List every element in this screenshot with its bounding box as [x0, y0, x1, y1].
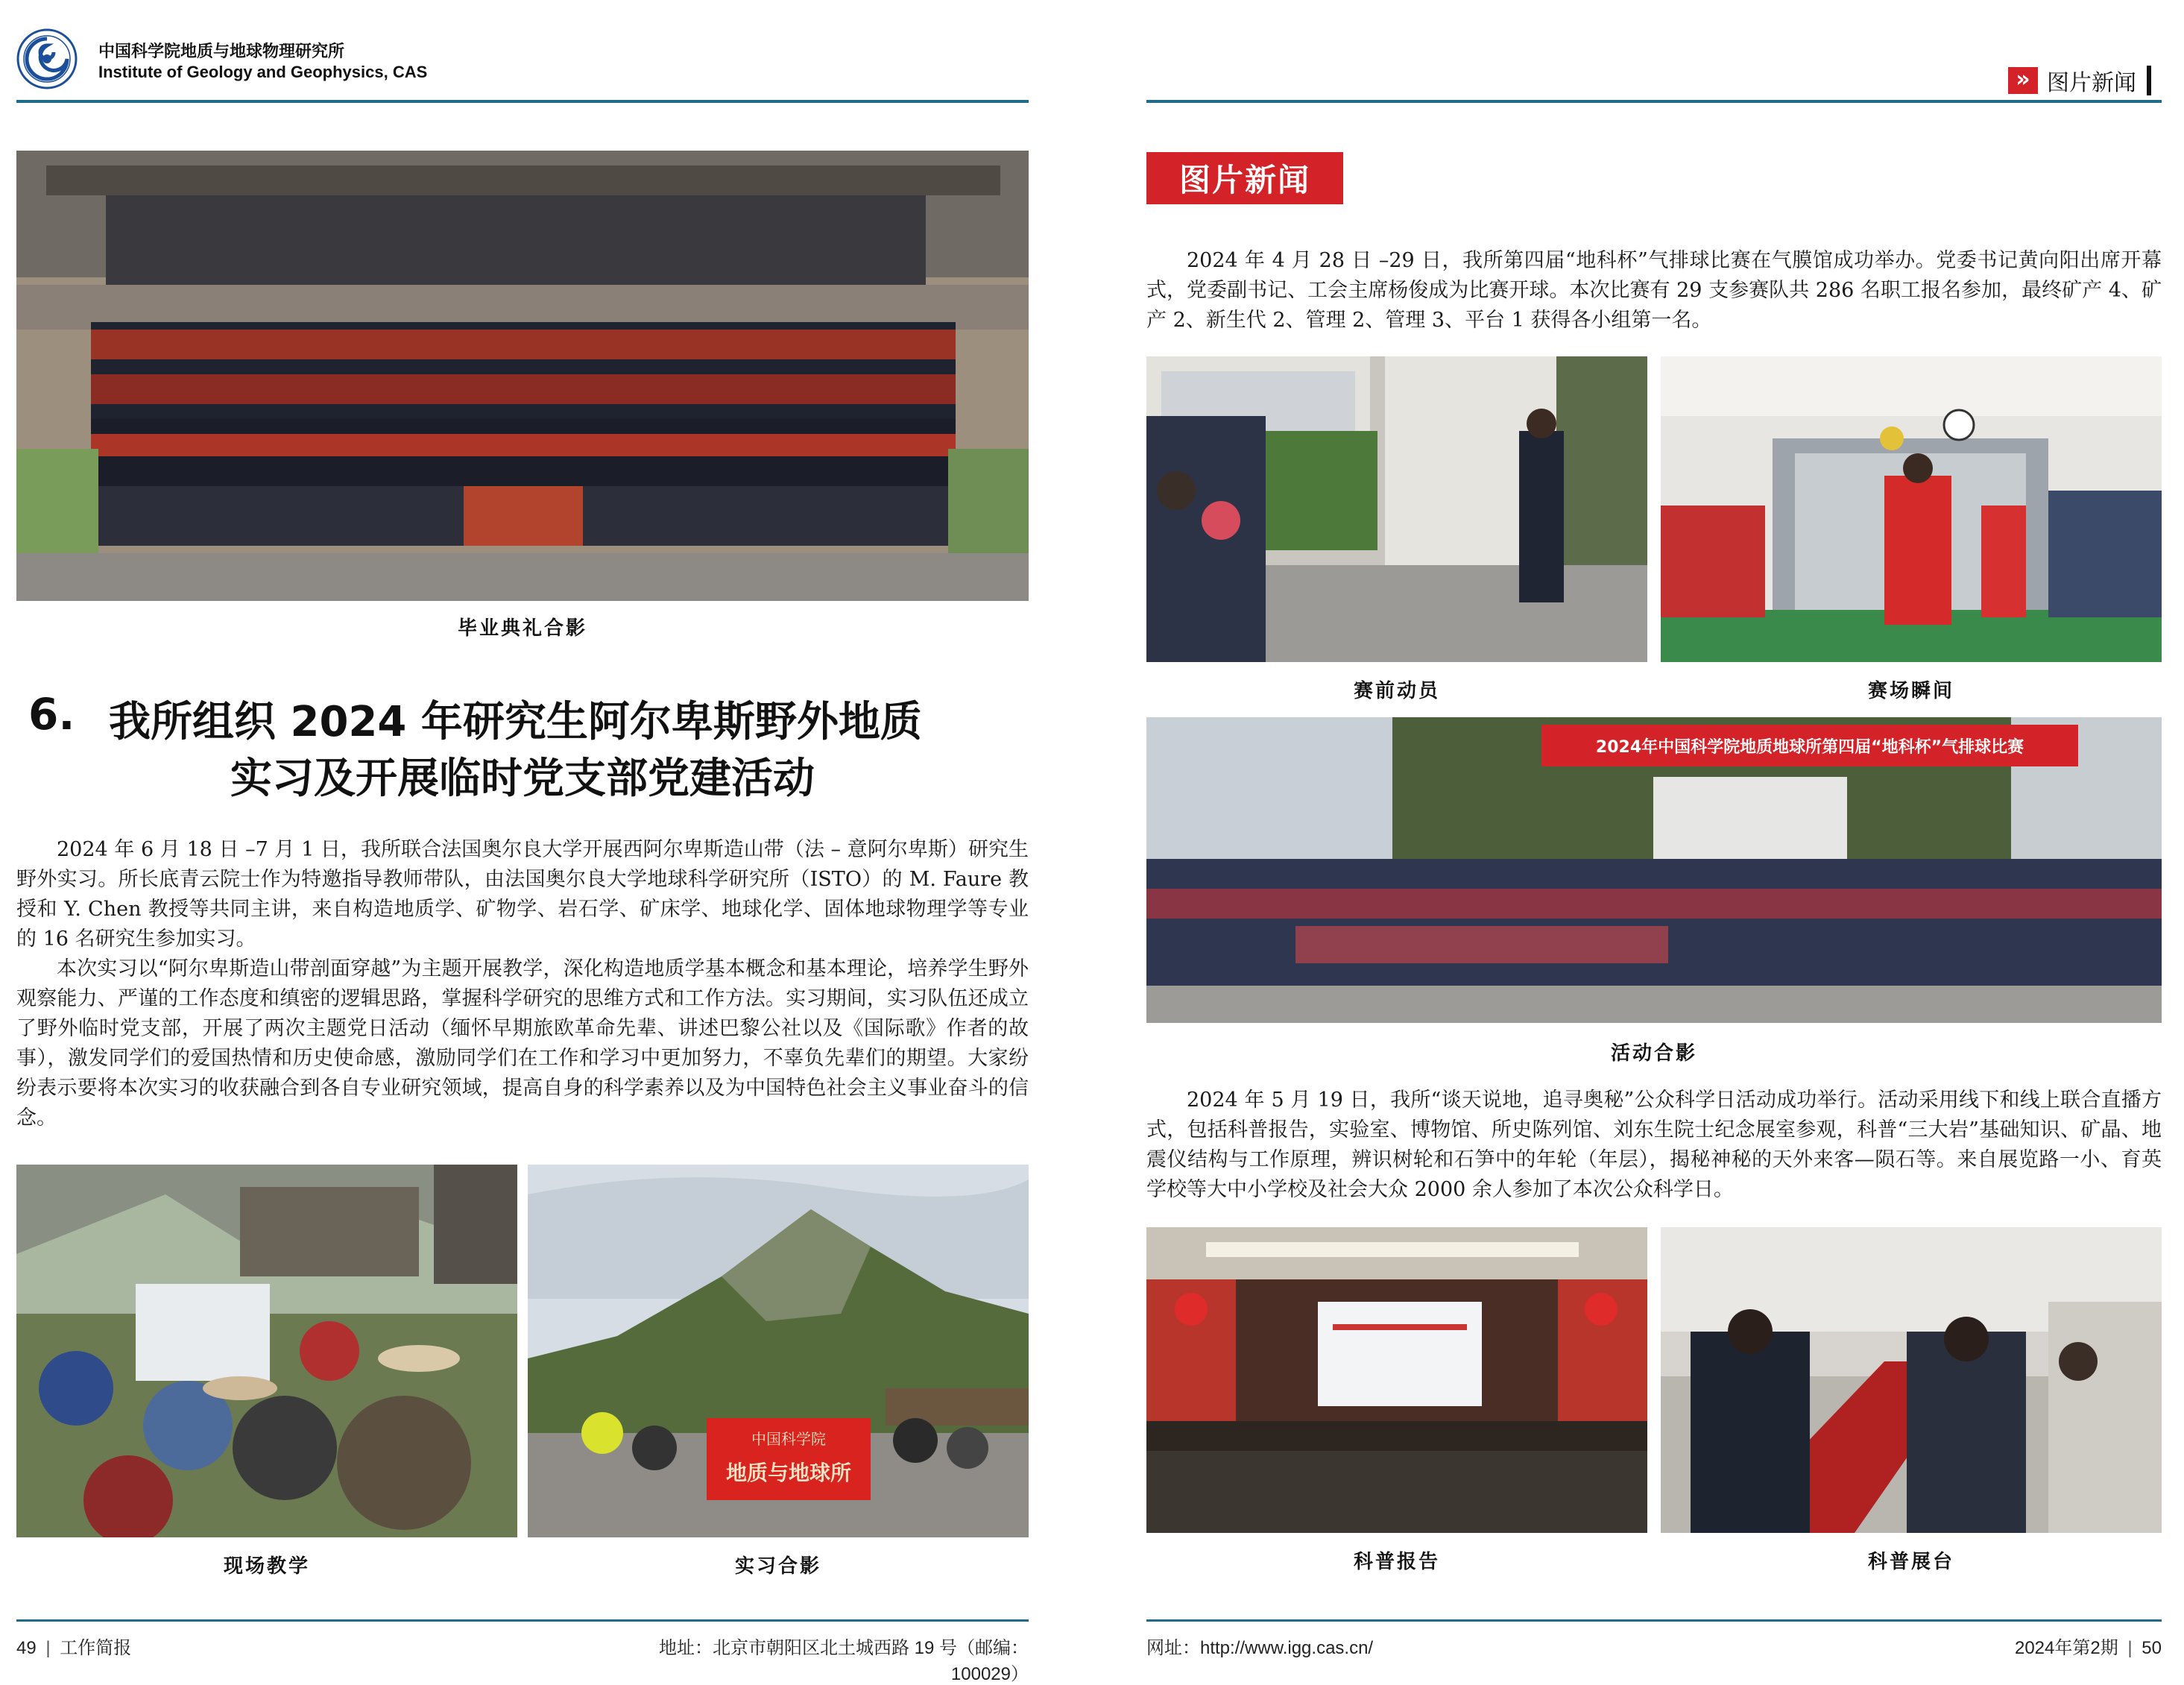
section-tag-label: 图片新闻 [2047, 70, 2136, 96]
field-teaching-photo [16, 1165, 517, 1537]
org-name-en: Institute of Geology and Geophysics, CAS [98, 63, 428, 81]
institute-logo [16, 28, 78, 89]
science-exhibit-photo [1661, 1227, 2162, 1533]
field-group-caption: 实习合影 [734, 1555, 821, 1578]
article-paragraph-2: 本次实习以“阿尔卑斯造山带剖面穿越”为主题开展教学，深化构造地质学基本概念和基本理论，培养学生野外观察能力、严谨的工作态度和缜密的逻辑思路，掌握科学研究的思维方式和工作方法。实习期间，实习队伍还成立了野外临时党支部，开展了两次主题党日活动（缅怀早期旅欧革命先辈、讲述巴黎公社以及《国际歌》作者的故事），激发同学们的爱国热情和历史使命感，激励同学们在工作和学习中更加努力，不辜负先辈们的期望。大家纷纷表示要将本次实习的收获融合到各自专业研究领域，提高自身的科学素养以及为中国特色社会主义事业奋斗的信念。 [16, 957, 1029, 1130]
match-moment-caption: 赛场瞬间 [1867, 680, 1954, 702]
article-number: 6. [28, 689, 75, 740]
org-name-cn: 中国科学院地质与地球物理研究所 [98, 42, 345, 60]
article-title-line2: 实习及开展临时党支部党建活动 [230, 755, 815, 803]
science-exhibit-caption: 科普展台 [1867, 1551, 1954, 1573]
graduation-caption: 毕业典礼合影 [457, 617, 587, 640]
match-moment-photo [1661, 356, 2162, 662]
footer-issue-page: 2024年第2期 | 50 [2014, 1638, 2162, 1658]
footer-rule-right [1146, 1619, 2162, 1622]
field-group-photo [528, 1165, 1029, 1537]
field-teaching-caption: 现场教学 [223, 1555, 310, 1578]
article-title-line1: 我所组织 2024 年研究生阿尔卑斯野外地质 [109, 698, 922, 746]
graduation-photo [16, 151, 1029, 601]
section-tag-bar [2147, 66, 2151, 95]
section-title-box [1146, 152, 1343, 204]
science-lecture-photo [1146, 1227, 1647, 1533]
event-group-photo [1146, 717, 2162, 1023]
footer-address: 地址：北京市朝阳区北土城西路 19 号（邮编：100029） [658, 1638, 1029, 1684]
chevron-right-icon: » [2008, 67, 2038, 94]
page-number-50: 50 [2142, 1638, 2162, 1658]
publication-name: 工作简报 [60, 1638, 132, 1658]
science-day-paragraph: 2024 年 5 月 19 日，我所“谈天说地，追寻奥秘”公众科学日活动成功举行。活动采用线下和线上联合直播方式，包括科普报告，实验室、博物馆、所史陈列馆、刘东生院士纪念展室参观，科普“三大岩”基础知识、矿晶、地震仪结构与工作原理，辨识树轮和石笋中的年轮（年层），揭秘神秘的天外来客—陨石等。来自展览路一小、育英学校等大中小学校及社会大众 2000 余人参加了本次公众科学日。 [1146, 1089, 2162, 1201]
section-tag [2008, 66, 2151, 95]
page-number-49: 49 [16, 1638, 37, 1658]
mobilization-caption: 赛前动员 [1353, 680, 1440, 702]
science-lecture-caption: 科普报告 [1353, 1551, 1440, 1573]
field-banner-line2: 地质与地球所 [725, 1461, 851, 1485]
field-banner-line1: 中国科学院 [751, 1430, 826, 1448]
event-banner [1541, 725, 2078, 766]
event-group-caption: 活动合影 [1610, 1042, 1697, 1065]
article-paragraph-1: 2024 年 6 月 18 日 –7 月 1 日，我所联合法国奥尔良大学开展西阿尔卑斯造山带（法 – 意阿尔卑斯）研究生野外实习。所长底青云院士作为特邀指导教师带队，由法国奥尔良大学地球科学研究所（ISTO）的 M. Faure 教授和 Y. Chen 教授等共同主讲，来自构造地质学、矿物学、岩石学、矿床学、地球化学、固体地球物理学等专业的 16 名研究生参加实习。 [16, 838, 1029, 951]
event-banner-text: 2024年中国科学院地质地球所第四届“地科杯”气排球比赛 [1595, 737, 2024, 757]
footer-url: 网址：http://www.igg.cas.cn/ [1146, 1638, 1374, 1658]
header-rule-left [16, 100, 1029, 103]
mobilization-photo [1146, 356, 1647, 662]
issue-label: 2024年第2期 [2014, 1638, 2118, 1658]
volleyball-paragraph: 2024 年 4 月 28 日 –29 日，我所第四届“地科杯”气排球比赛在气膜馆成功举办。党委书记黄向阳出席开幕式，党委副书记、工会主席杨俊成为比赛开球。本次比赛有 29 支参赛队共 286 名职工报名参加，最终矿产 4、矿产 2、新生代 2、管理 2、管理 3、平台 1 获得各小组第一名。 [1146, 249, 2162, 332]
section-title: 图片新闻 [1178, 162, 1310, 198]
footer-page-number-left: 49 | 工作简报 [16, 1638, 132, 1658]
header-rule-right [1146, 100, 2162, 103]
footer-rule-left [16, 1619, 1029, 1622]
